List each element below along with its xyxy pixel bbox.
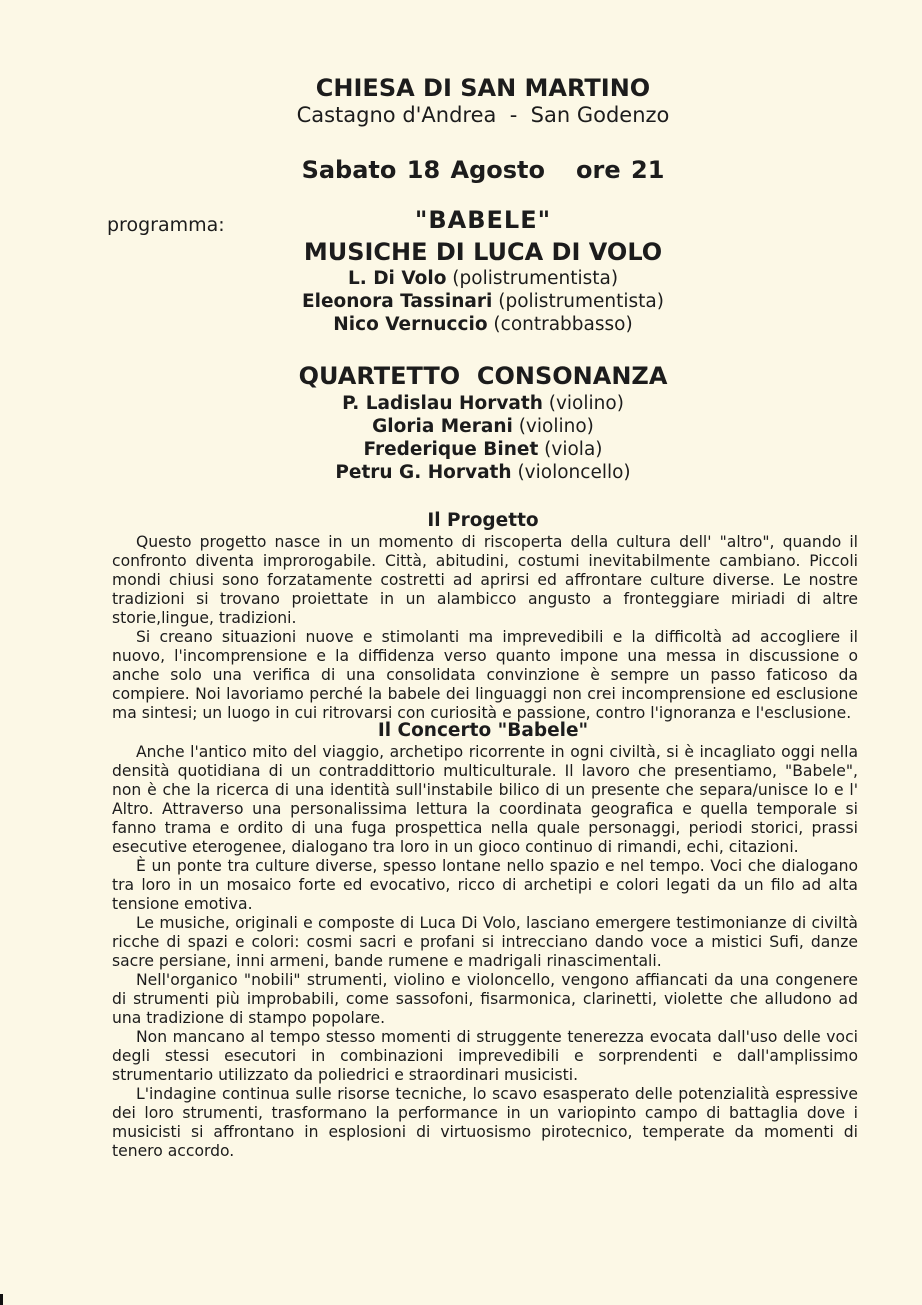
member-name: Petru G. Horvath — [335, 462, 512, 483]
member-role: (violino) — [512, 416, 594, 437]
member-line — [0, 462, 922, 483]
concerto-text — [112, 743, 858, 1161]
paragraph: Le musiche, originali e composte di Luca Di Volo, lasciano emergere testimonianze di civiltà ricche di spazi e colori: cosmi sacri e profani si intrecciano dando voce a mistici Sufi, danze sacre persiane, inni armeni, bande rumene e madrigali rinascimentali. — [112, 914, 858, 970]
performer-role: (polistrumentista) — [492, 291, 664, 312]
member-line — [0, 393, 922, 414]
performer-line — [0, 291, 922, 312]
paragraph: Si creano situazioni nuove e stimolanti ma imprevedibili e la difficoltà ad accogliere il nuovo, l'incomprensione e la diffidenza verso quanto impone una messa in discussione o anche solo una verifica di una consolidata convinzione è sempre un passo faticoso da compiere. Noi lavoriamo perché la babele dei linguaggi non crei incomprensione ed esclusione ma sintesi; un luogo in cui ritrovarsi con curiosità e passione, contro l'ignoranza e l'esclusione. — [112, 628, 858, 722]
progetto-text — [112, 533, 858, 723]
quartetto-title: QUARTETTO CONSONANZA — [298, 362, 668, 390]
member-line — [0, 439, 922, 460]
scan-edge-mark — [0, 1294, 3, 1305]
program-subtitle: MUSICHE DI LUCA DI VOLO — [303, 238, 663, 266]
performer-line — [0, 268, 922, 289]
paragraph: È un ponte tra culture diverse, spesso lontane nello spazio e nel tempo. Voci che dialogano tra loro in un mosaico forte ed evocativo, ricco di archetipi e colori legati da un filo ad alta tensione emotiva. — [112, 857, 858, 913]
concerto-heading: Il Concerto "Babele" — [377, 720, 589, 741]
member-name: Gloria Merani — [372, 416, 513, 437]
performer-name: Eleonora Tassinari — [301, 291, 493, 312]
member-name: P. Ladislau Horvath — [342, 393, 543, 414]
performer-line — [0, 314, 922, 335]
performer-name: Nico Vernuccio — [333, 314, 488, 335]
performer-role: (polistrumentista) — [446, 268, 619, 289]
venue-title: CHIESA DI SAN MARTINO — [315, 74, 651, 102]
paragraph: L'indagine continua sulle risorse tecniche, lo scavo esasperato delle potenzialità espressive dei loro strumenti, trasformano la performance in un variopinto campo di battaglia dove i musicisti si affrontano in esplosioni di virtuosismo pirotecnico, temperate da momenti di tenero accordo. — [112, 1085, 858, 1160]
venue-location: Castagno d'Andrea - San Godenzo — [296, 103, 670, 127]
paragraph: Questo progetto nasce in un momento di riscoperta della cultura dell' "altro", quando il confronto diventa improrogabile. Città, abitudini, costumi inevitabilmente cambiano. Piccoli mondi chiusi sono forzatamente costretti ad aprirsi ed affrontare culture diverse. Le nostre tradizioni si trovano proiettate in un alambicco angusto a fronteggiare miriadi di altre storie,lingue, tradizioni. — [112, 533, 858, 627]
member-line — [0, 416, 922, 437]
performer-name: L. Di Volo — [347, 268, 447, 289]
member-role: (viola) — [538, 439, 603, 460]
member-role: (violoncello) — [511, 462, 631, 483]
member-role: (violino) — [542, 393, 624, 414]
paragraph: Non mancano al tempo stesso momenti di struggente tenerezza evocata dall'uso delle voci degli stessi esecutori in combinazioni imprevedibili e sorprendenti e dall'amplissimo strumentario utilizzato da poliedrici e straordinari musicisti. — [112, 1028, 858, 1084]
paragraph: Nell'organico "nobili" strumenti, violino e violoncello, vengono affiancati da una congenere di strumenti più improbabili, come sassofoni, fisarmonica, clarinetti, violette che alludono ad una tradizione di stampo popolare. — [112, 971, 858, 1027]
member-name: Frederique Binet — [363, 439, 539, 460]
performer-role: (contrabbasso) — [487, 314, 633, 335]
progetto-heading: Il Progetto — [427, 510, 539, 531]
programma-label: programma: — [107, 214, 225, 236]
program-title: "BABELE" — [414, 206, 552, 234]
event-date: Sabato 18 Agosto ore 21 — [301, 156, 665, 184]
paragraph: Anche l'antico mito del viaggio, archetipo ricorrente in ogni civiltà, si è incagliato oggi nella densità quotidiana di un contraddittorio multiculturale. Il lavoro che presentiamo, "Babele", non è che la ricerca di una identità sull'instabile bilico di un presente che separa/unisce Io e l' Altro. Attraverso una personalissima lettura la coordinata geografica e quella temporale si fanno trama e ordito di una fuga prospettica nella quale personaggi, periodi storici, prassi esecutive eterogenee, dialogano tra loro in un gioco continuo di rimandi, echi, citazioni. — [112, 743, 858, 856]
